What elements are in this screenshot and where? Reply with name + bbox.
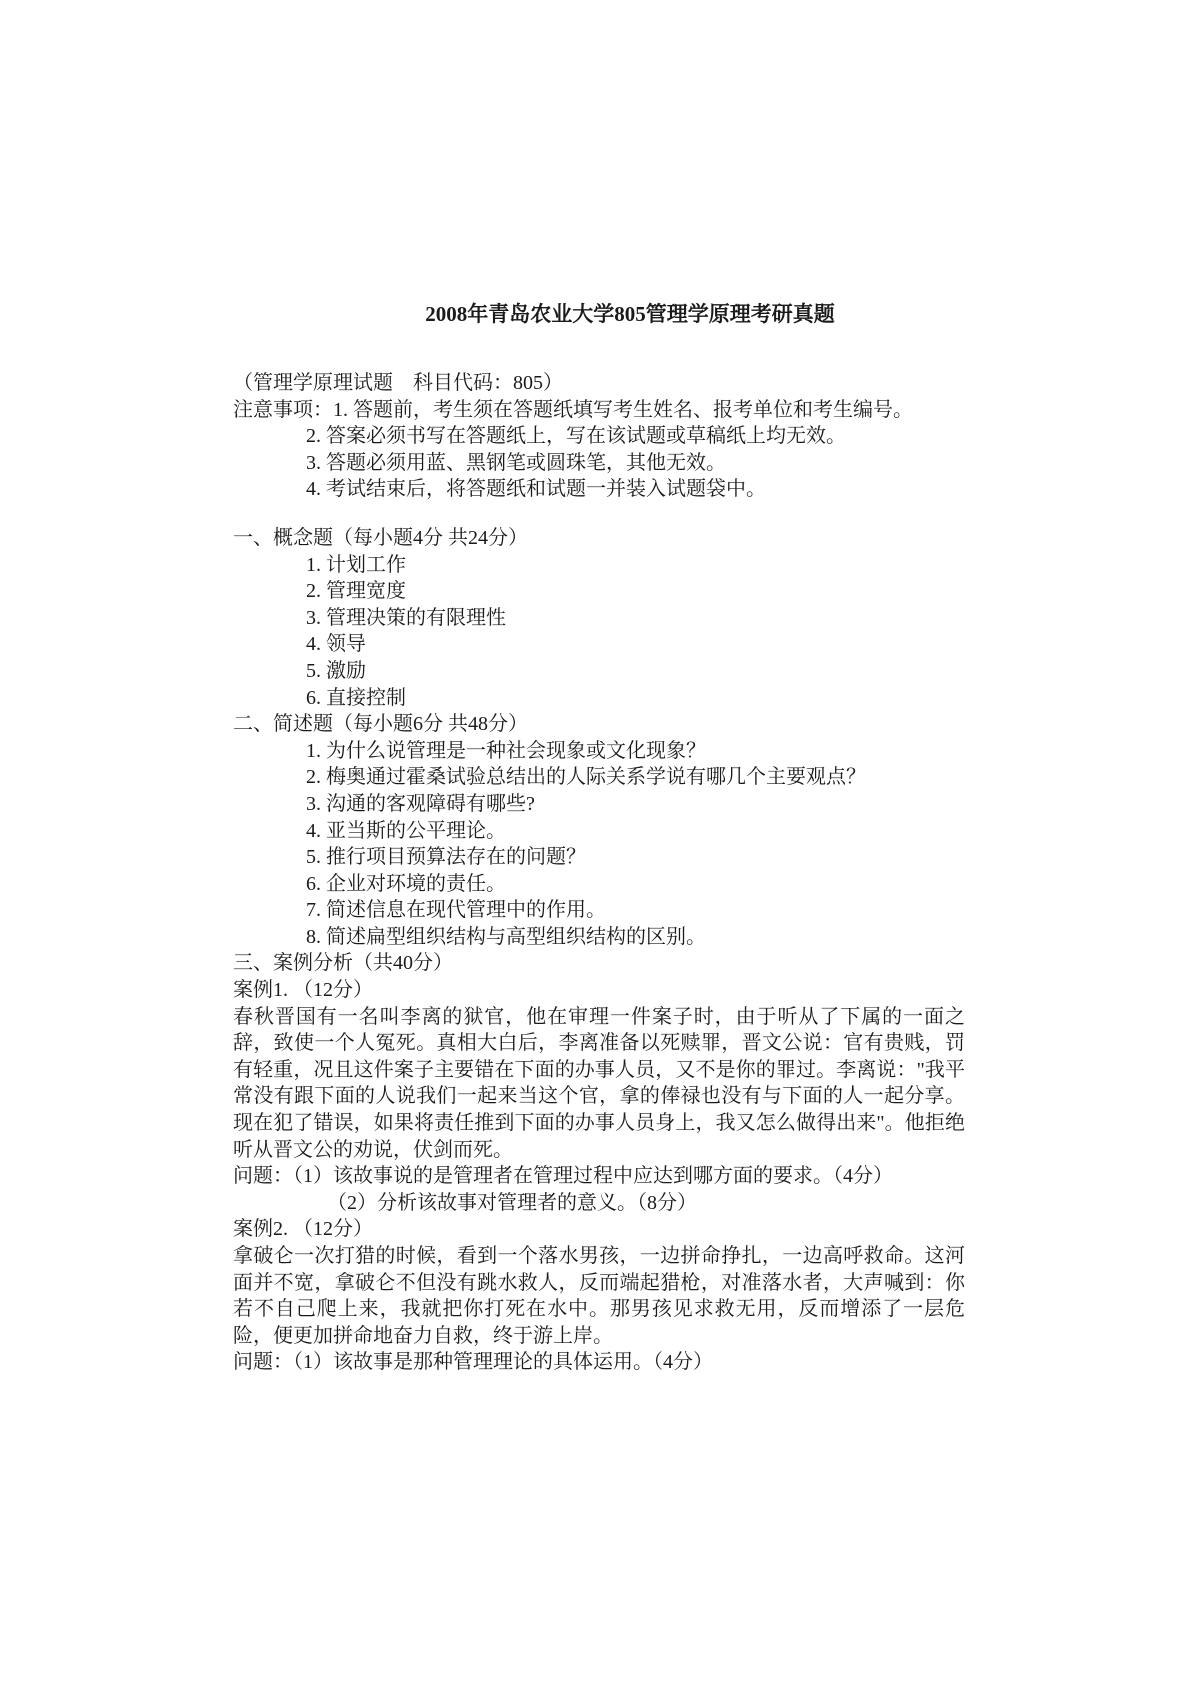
section2-item: 6. 企业对环境的责任。: [306, 872, 506, 895]
section1-item: 5. 激励: [306, 659, 366, 682]
section1-item: 6. 直接控制: [306, 686, 406, 709]
section2-item: 4. 亚当斯的公平理论。: [306, 819, 506, 842]
section1-item: 4. 领导: [306, 633, 366, 656]
case1-question-1: 问题：（1）该故事说的是管理者在管理过程中应达到哪方面的要求。（4分）: [233, 1165, 893, 1188]
section1-item: 2. 管理宽度: [306, 580, 406, 603]
case2-text: 拿破仑一次打猎的时候，看到一个落水男孩，一边拼命挣扎，一边高呼救命。这河面并不宽，拿破仑不但没有跳水救人，反而端起猎枪，对准落水者，大声喊到：你若不自己爬上来，我就把你打死在水中。那男孩见求救无用，反而增添了一层危险，便更加拼命地奋力自救，终于游上岸。: [233, 1245, 965, 1347]
notes-text: 1. 答题前，考生须在答题纸填写考生姓名、报考单位和考生编号。: [333, 398, 913, 421]
section1-item: 3. 管理决策的有限理性: [306, 606, 506, 629]
section2-item: 3. 沟通的客观障碍有哪些?: [306, 792, 535, 815]
notes-item-4: 4. 考试结束后，将答题纸和试题一并装入试题袋中。: [306, 478, 766, 501]
section2-item: 1. 为什么说管理是一种社会现象或文化现象？: [306, 739, 706, 762]
case1-text: 春秋晋国有一名叫李离的狱官，他在审理一件案子时，由于听从了下属的一面之辞，致使一个人冤死。真相大白后，李离准备以死赎罪，晋文公说：官有贵贱，罚有轻重，况且这件案子主要错在下面的办事人员，又不是你的罪过。李离说："我平常没有跟下面的人说我们一起来当这个官，拿的俸禄也没有与下面的人一起分享。现在犯了错误，如果将责任推到下面的办事人员身上，我又怎么做得出来"。他拒绝听从晋文公的劝说，伏剑而死。: [233, 1005, 965, 1161]
section2-item: 7. 简述信息在现代管理中的作用。: [306, 899, 606, 922]
notes-item-1: [233, 397, 965, 424]
case2-question-1: 问题：（1）该故事是那种管理理论的具体运用。（4分）: [233, 1351, 713, 1374]
section3-heading: 三、案例分析（共40分）: [233, 952, 453, 975]
section2-item: 2. 梅奥通过霍桑试验总结出的人际关系学说有哪几个主要观点？: [306, 766, 866, 789]
section1-item: 1. 计划工作: [306, 553, 406, 576]
case2-heading: 案例2. （12分）: [233, 1218, 373, 1241]
document-body: [233, 370, 965, 1376]
exam-subtitle: （管理学原理试题 科目代码：805）: [233, 372, 563, 394]
section2-heading: 二、简述题（每小题6分 共48分）: [233, 713, 528, 736]
notes-item-3: 3. 答题必须用蓝、黑钢笔或圆珠笔，其他无效。: [306, 451, 726, 474]
case1-question-2: （2）分析该故事对管理者的意义。（8分）: [327, 1191, 697, 1214]
section2-item: 5. 推行项目预算法存在的问题？: [306, 846, 586, 869]
case1-heading: 案例1. （12分）: [233, 979, 373, 1002]
notes-label: 注意事项：: [233, 398, 333, 421]
document-title: 2008年青岛农业大学805管理学原理考研真题: [425, 302, 835, 326]
notes-item-2: 2. 答案必须书写在答题纸上，写在该试题或草稿纸上均无效。: [306, 425, 846, 448]
section1-heading: 一、概念题（每小题4分 共24分）: [233, 526, 528, 549]
section2-item: 8. 简述扁型组织结构与高型组织结构的区别。: [306, 925, 706, 948]
